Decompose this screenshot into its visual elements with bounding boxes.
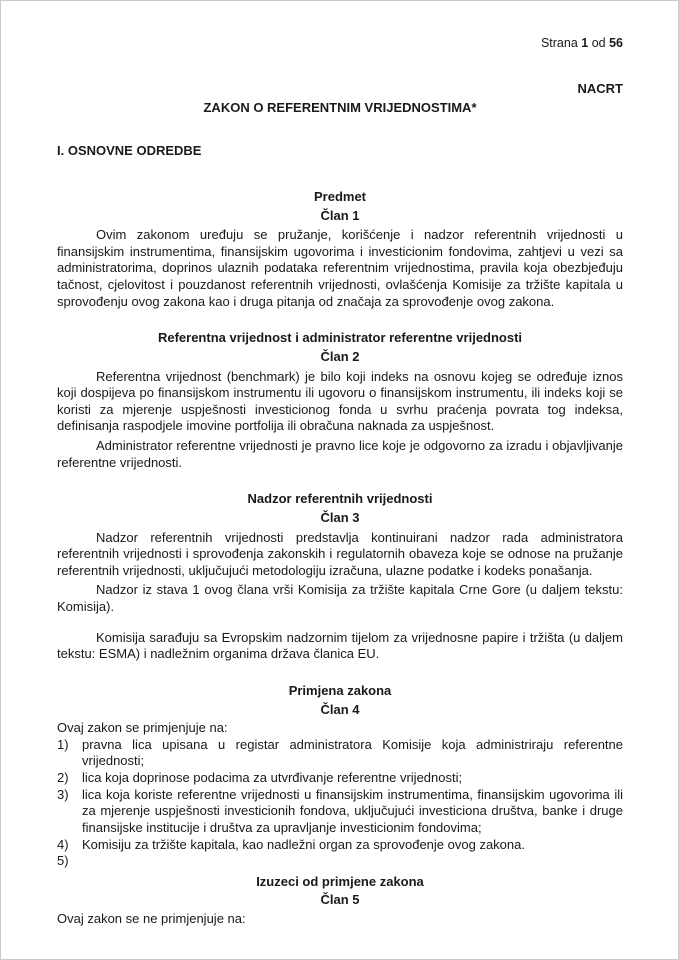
list-item-text: lica koja koriste referentne vrijednosti u finansijskim instrumentima, finansijskim ugovorima ili za mjerenje uspješnosti investicionih fondova, uključujući investiciona društva, banke i druge finansijske institucije i društva za upravljanje investicionim fondovima; bbox=[82, 786, 623, 835]
list-item-text bbox=[82, 853, 623, 870]
list-item bbox=[57, 787, 623, 837]
article-1-paragraph-1: Ovim zakonom uređuju se pružanje, korišćenje i nadzor referentnih vrijednosti u finansijskim instrumentima, finansijskim ugovorima i investicionim fondovima, zahtjevi u vezi sa administratorima, doprinos ulaznih podataka referentnim vrijednostima, pravila koja obezbjeđuju tačnost, cjelovitost i pouzdanost referentnih vrijednosti, ovlašćenja Komisije za tržište kapitala u sprovođenju ovog zakona kao i druga pitanja od značaja za sprovođenje ovog zakona. bbox=[57, 227, 623, 309]
list-item-number: 2) bbox=[57, 770, 69, 785]
document-title: ZAKON O REFERENTNIM VRIJEDNOSTIMA* bbox=[203, 99, 477, 115]
list-item-number: 4) bbox=[57, 836, 69, 852]
list-item bbox=[57, 737, 623, 770]
list-item-text: Komisiju za tržište kapitala, kao nadležni organ za sprovođenje ovog zakona. bbox=[82, 836, 525, 852]
list-item bbox=[57, 770, 623, 787]
page-number-indicator bbox=[57, 35, 623, 51]
article-3-paragraph-1: Nadzor referentnih vrijednosti predstavlja kontinuirani nadzor rada administratora referentnih vrijednosti i sprovođenja zakonskih i regulatornih obaveza koje se odnose na pružanje referentnih vrijednosti, uključujući metodologiju izračuna, ulazne podatke i kodeks ponašanja. bbox=[57, 529, 623, 578]
article-4-list bbox=[57, 737, 623, 870]
article-1-heading: Predmet bbox=[313, 188, 367, 204]
article-2-number: Član 2 bbox=[320, 348, 360, 364]
article-4-heading: Primjena zakona bbox=[288, 682, 392, 698]
page-label-prefix: Strana bbox=[540, 36, 578, 50]
article-5-intro: Ovaj zakon se ne primjenjuje na: bbox=[57, 911, 246, 926]
article-2-paragraph-1: Referentna vrijednost (benchmark) je bilo koji indeks na osnovu kojeg se određuje iznos koji dospijeva po finansijskom instrumentu ili ugovoru o finansijskom instrumentu, ili indeks koji se koristi za mjerenje uspješnosti investicionog fonda u svrhu praćenja povrata tog indeksa, definisanja raspodjele imovine portfolija ili obračuna naknada za uspješnost. bbox=[57, 368, 623, 434]
list-item-text: pravna lica upisana u registar administratora Komisije koja administriraju referentne vrijednosti; bbox=[82, 736, 623, 769]
article-2-heading: Referentna vrijednost i administrator referentne vrijednosti bbox=[157, 330, 523, 346]
article-5-number: Član 5 bbox=[320, 892, 360, 908]
article-2-paragraph-2: Administrator referentne vrijednosti je pravno lice koje je odgovorno za izradu i objavljivanje referentne vrijednosti. bbox=[57, 438, 623, 470]
page-label-of: od bbox=[591, 36, 606, 50]
article-3-paragraph-2: Nadzor iz stava 1 ovog člana vrši Komisija za tržište kapitala Crne Gore (u daljem tekstu: Komisija). bbox=[57, 582, 623, 614]
page-number-current: 1 bbox=[581, 36, 589, 50]
list-item-text: lica koja doprinose podacima za utvrđivanje referentne vrijednosti; bbox=[82, 770, 463, 785]
article-3-number: Član 3 bbox=[320, 509, 360, 525]
list-item-number: 3) bbox=[57, 786, 69, 802]
article-1-number: Član 1 bbox=[320, 207, 360, 223]
list-item bbox=[57, 853, 623, 870]
page-number-total: 56 bbox=[609, 36, 623, 50]
draft-label: NACRT bbox=[577, 81, 623, 96]
article-4-number: Član 4 bbox=[320, 701, 360, 717]
chapter-heading: I. OSNOVNE ODREDBE bbox=[57, 143, 202, 159]
list-item-number: 1) bbox=[57, 736, 69, 752]
article-3-paragraph-3: Komisija sarađuju sa Evropskim nadzornim tijelom za vrijednosne papire i tržišta (u daljem tekstu: ESMA) i nadležnim organima država članica EU. bbox=[57, 629, 623, 662]
article-3-heading: Nadzor referentnih vrijednosti bbox=[247, 491, 433, 507]
article-4-intro: Ovaj zakon se primjenjuje na: bbox=[57, 720, 228, 736]
article-5-heading: Izuzeci od primjene zakona bbox=[256, 873, 424, 889]
list-item bbox=[57, 837, 623, 854]
list-item-number: 5) bbox=[57, 853, 69, 869]
